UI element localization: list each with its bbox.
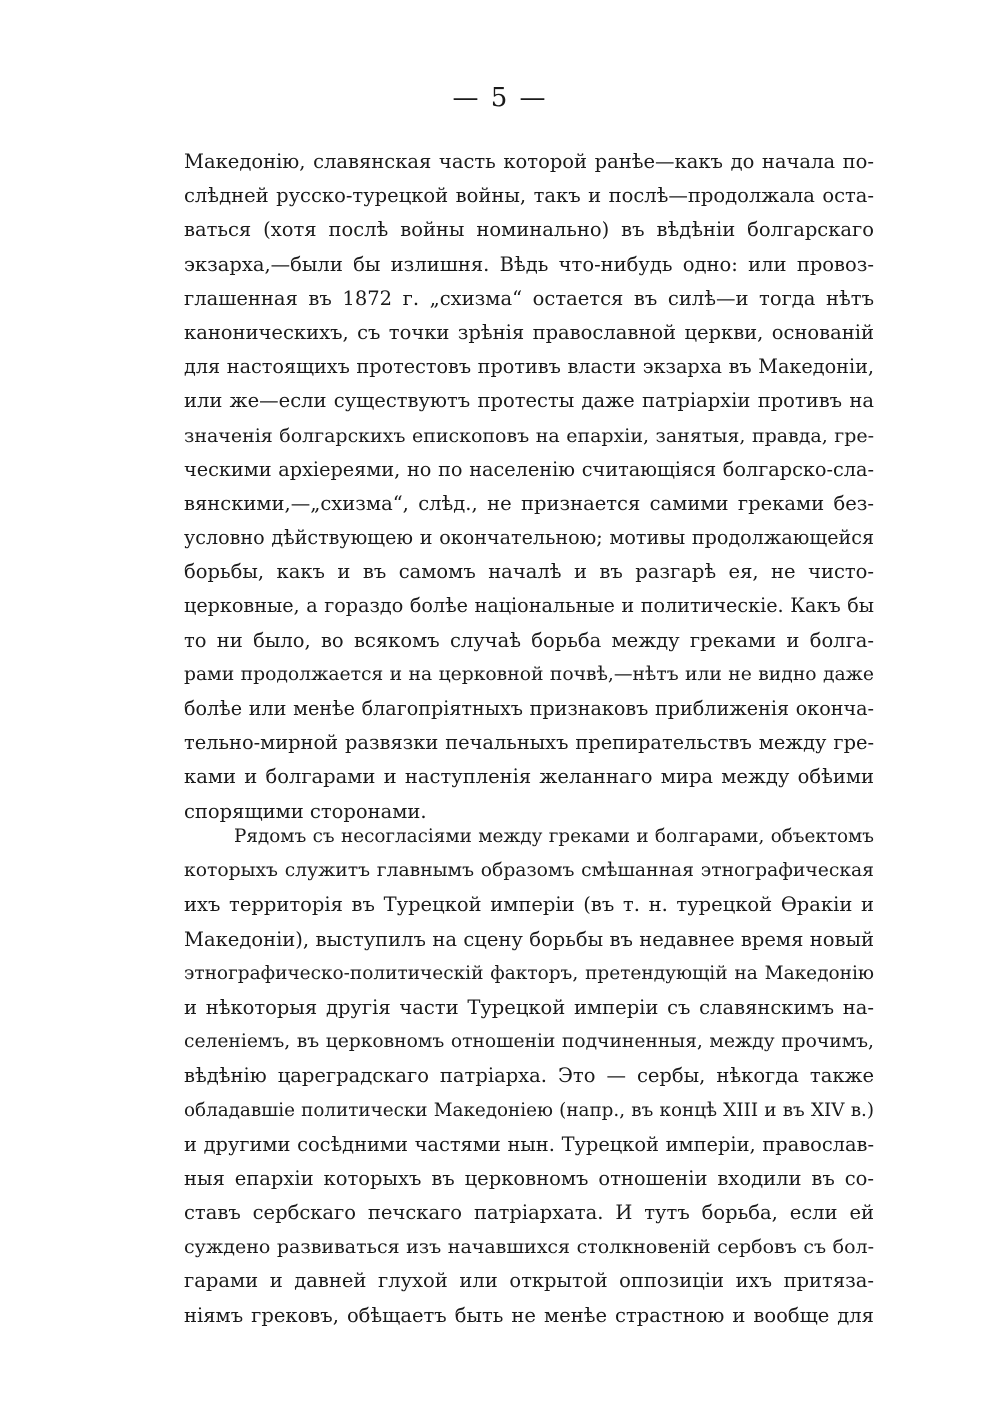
text-line: глашенная въ 1872 г. „схизма“ остается въ силѣ—и тогда нѣтъ [184, 286, 874, 310]
text-line: ставъ сербскаго печскаго патріархата. И тутъ борьба, если ей [184, 1201, 874, 1225]
text-line: этнографическо-политическій факторъ, претендующій на Македонію [184, 962, 874, 984]
text-line: вѣдѣнію цареградскаго патріарха. Это — сербы, нѣкогда также [184, 1064, 874, 1088]
text-line: условно дѣйствующею и окончательною; мотивы продолжающейся [184, 526, 874, 550]
text-line: или же—если существуютъ протесты даже патріархіи противъ на [184, 389, 874, 413]
text-line: тельно-мирной развязки печальныхъ препирательствъ между гре- [184, 731, 874, 755]
text-line: гарами и давней глухой или открытой оппозиціи ихъ притяза- [184, 1269, 874, 1293]
text-line: обладавшіе политически Македоніею (напр., въ концѣ XIII и въ XIV в.) [184, 1099, 874, 1121]
paragraph-1 [184, 145, 874, 829]
text-line: ныя епархіи которыхъ въ церковномъ отношеніи входили въ со- [184, 1166, 874, 1190]
text-line: экзарха,—были бы излишня. Вѣдь что-нибудь одно: или провоз- [184, 252, 874, 276]
text-line: каноническихъ, съ точки зрѣнія православной церкви, основаній [184, 320, 874, 344]
text-line: вянскими,—„схизма“, слѣд., не признается самими греками без- [184, 491, 874, 515]
text-line: слѣдней русско-турецкой войны, такъ и послѣ—продолжала оста- [184, 184, 874, 208]
text-line: спорящими сторонами. [184, 799, 427, 823]
text-line: Македонію, славянская часть которой ранѣе—какъ до начала по- [184, 150, 874, 173]
text-line: значенія болгарскихъ епископовъ на епархіи, занятыя, правда, гре- [184, 424, 874, 447]
text-line: то ни было, во всякомъ случаѣ борьба между греками и болга- [184, 628, 874, 652]
text-line: для настоящихъ протестовъ противъ власти экзарха въ Македоніи, [184, 355, 874, 379]
text-line: ваться (хотя послѣ войны номинально) въ вѣдѣніи болгарскаго [184, 218, 874, 242]
text-line: Македоніи), выступилъ на сцену борьбы въ недавнее время новый [184, 927, 874, 951]
text-line: которыхъ служитъ главнымъ образомъ смѣшанная этнографическая [184, 860, 874, 882]
text-line: болѣе или менѣе благопріятныхъ признаковъ приближенія оконча- [184, 697, 874, 720]
text-line: и нѣкоторыя другія части Турецкой имперіи съ славянскимъ на- [184, 995, 874, 1019]
text-line: рами продолжается и на церковной почвѣ,—нѣтъ или не видно даже [184, 663, 874, 685]
paragraph-2 [184, 820, 874, 1333]
text-line: борьбы, какъ и въ самомъ началѣ и въ разгарѣ ея, не чисто- [184, 560, 874, 584]
text-line: ками и болгарами и наступленія желаннаго мира между обѣими [184, 765, 874, 789]
text-line: церковные, а гораздо болѣе національные и политическіе. Какъ бы [184, 594, 874, 618]
page-number: — 5 — [452, 83, 548, 113]
text-line: Рядомъ съ несогласіями между греками и болгарами, объектомъ [234, 826, 874, 847]
text-line: ніямъ грековъ, обѣщаетъ быть не менѣе страстною и вообще для [184, 1303, 874, 1327]
text-line: ческими архіереями, но по населенію считающіяся болгарско-сла- [184, 457, 874, 481]
text-line: ихъ территорія въ Турецкой имперіи (въ т. н. турецкой Ѳракіи и [184, 893, 874, 917]
text-line: селеніемъ, въ церковномъ отношеніи подчиненныя, между прочимъ, [184, 1031, 874, 1053]
text-line: суждено развиваться изъ начавшихся столкновеній сербовъ съ бол- [184, 1236, 874, 1259]
text-line: и другими сосѣдними частями нын. Турецкой имперіи, православ- [184, 1132, 874, 1156]
